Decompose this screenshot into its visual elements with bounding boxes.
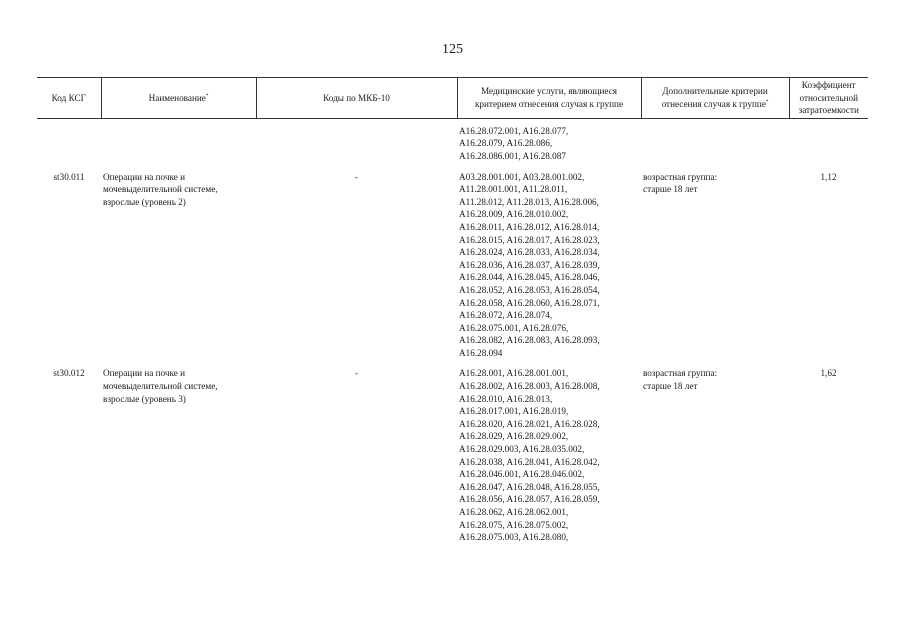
ksg-code: st30.011 — [53, 171, 85, 182]
header-criteria: Дополнительные критерии отнесения случая к группе* — [641, 78, 789, 119]
mkb-codes: - — [354, 368, 359, 379]
criteria-line: возрастная группа: — [643, 171, 718, 182]
service-code-line: A16.28.046.001, A16.28.046.002, — [459, 469, 585, 480]
service-code-line: A16.28.017.001, A16.28.019, — [459, 406, 569, 417]
ksg-table — [37, 77, 868, 544]
service-code-line: A16.28.075, A16.28.075.002, — [459, 519, 569, 530]
table-row — [37, 367, 868, 543]
page-number: 125 — [442, 42, 463, 57]
header-name: Наименование* — [101, 78, 256, 119]
criteria-line: возрастная группа: — [643, 368, 718, 379]
ksg-name-line: мочевыделительной системе, — [103, 381, 218, 392]
header-coef: Коэффициент относительной затратоемкости — [789, 78, 868, 119]
service-code-line: A16.28.062, A16.28.062.001, — [459, 507, 569, 517]
footnote-mark: * — [205, 93, 209, 99]
criteria-line: старше 18 лет — [643, 184, 698, 195]
service-code-line: A16.28.056, A16.28.057, A16.28.059, — [459, 494, 600, 505]
service-code-line: A16.28.011, A16.28.012, A16.28.014, — [459, 221, 600, 232]
table-row — [37, 171, 868, 360]
service-code-line: A16.28.075.001, A16.28.076, — [459, 322, 569, 333]
coefficient: 1,12 — [820, 171, 837, 182]
services-cell — [457, 125, 641, 163]
service-code-line: A16.28.072, A16.28.074, — [459, 310, 553, 321]
service-code-line: A16.28.072.001, A16.28.077, — [459, 125, 569, 136]
service-code-line: A16.28.029, A16.28.029.002, — [459, 431, 569, 442]
service-code-line: A16.28.082, A16.28.083, A16.28.093, — [459, 335, 600, 346]
service-code-line: A16.28.029.003, A16.28.035.002, — [459, 444, 585, 455]
ksg-name — [101, 367, 256, 543]
service-code-line: A16.28.047, A16.28.048, A16.28.055, — [459, 481, 600, 492]
services-cell — [457, 367, 641, 543]
service-code-line: A16.28.001, A16.28.001.001, — [459, 368, 569, 379]
service-code-line: A11.28.001.001, A11.28.011, — [459, 184, 568, 195]
table-row-continuation — [37, 125, 868, 163]
service-code-line: A16.28.010, A16.28.013, — [459, 393, 553, 404]
ksg-code: st30.012 — [53, 368, 85, 379]
service-code-line: A16.28.036, A16.28.037, A16.28.039, — [459, 259, 600, 270]
criteria-line: старше 18 лет — [643, 381, 698, 392]
service-code-line: A16.28.024, A16.28.033, A16.28.034, — [459, 247, 600, 258]
criteria-cell — [641, 171, 789, 360]
mkb-codes: - — [354, 171, 359, 182]
criteria-cell — [641, 367, 789, 543]
ksg-name-line: взрослые (уровень 2) — [103, 196, 186, 207]
coefficient: 1,62 — [820, 368, 837, 379]
ksg-name-line: мочевыделительной системе, — [103, 184, 218, 195]
service-code-line: A16.28.058, A16.28.060, A16.28.071, — [459, 297, 600, 308]
service-code-line: A16.28.086.001, A16.28.087 — [459, 150, 566, 161]
service-code-line: A16.28.015, A16.28.017, A16.28.023, — [459, 234, 600, 245]
ksg-name-line: Операции на почке и — [103, 368, 186, 379]
header-code: Код КСГ — [37, 78, 101, 119]
ksg-name-line: взрослые (уровень 3) — [103, 393, 186, 404]
service-code-line: A16.28.002, A16.28.003, A16.28.008, — [459, 381, 600, 392]
service-code-line: A16.28.052, A16.28.053, A16.28.054, — [459, 284, 600, 295]
footnote-mark: * — [765, 99, 769, 105]
services-cell — [457, 171, 641, 360]
service-code-line: A16.28.094 — [459, 347, 503, 358]
service-code-line: A03.28.001.001, A03.28.001.002, — [459, 171, 585, 182]
service-code-line: A16.28.020, A16.28.021, A16.28.028, — [459, 418, 600, 429]
service-code-line: A16.28.044, A16.28.045, A16.28.046, — [459, 272, 600, 283]
header-services: Медицинские услуги, являющиеся критерием отнесения случая к группе — [457, 78, 641, 119]
header-mkb: Коды по МКБ-10 — [256, 78, 457, 119]
service-code-line: A11.28.012, A11.28.013, A16.28.006, — [459, 196, 599, 207]
service-code-line: A16.28.038, A16.28.041, A16.28.042, — [459, 456, 600, 467]
table-header-row — [37, 78, 868, 119]
ksg-name — [101, 171, 256, 360]
service-code-line: A16.28.009, A16.28.010.002, — [459, 209, 569, 220]
service-code-line: A16.28.075.003, A16.28.080, — [459, 532, 569, 543]
service-code-line: A16.28.079, A16.28.086, — [459, 138, 553, 149]
ksg-name-line: Операции на почке и — [103, 171, 186, 182]
